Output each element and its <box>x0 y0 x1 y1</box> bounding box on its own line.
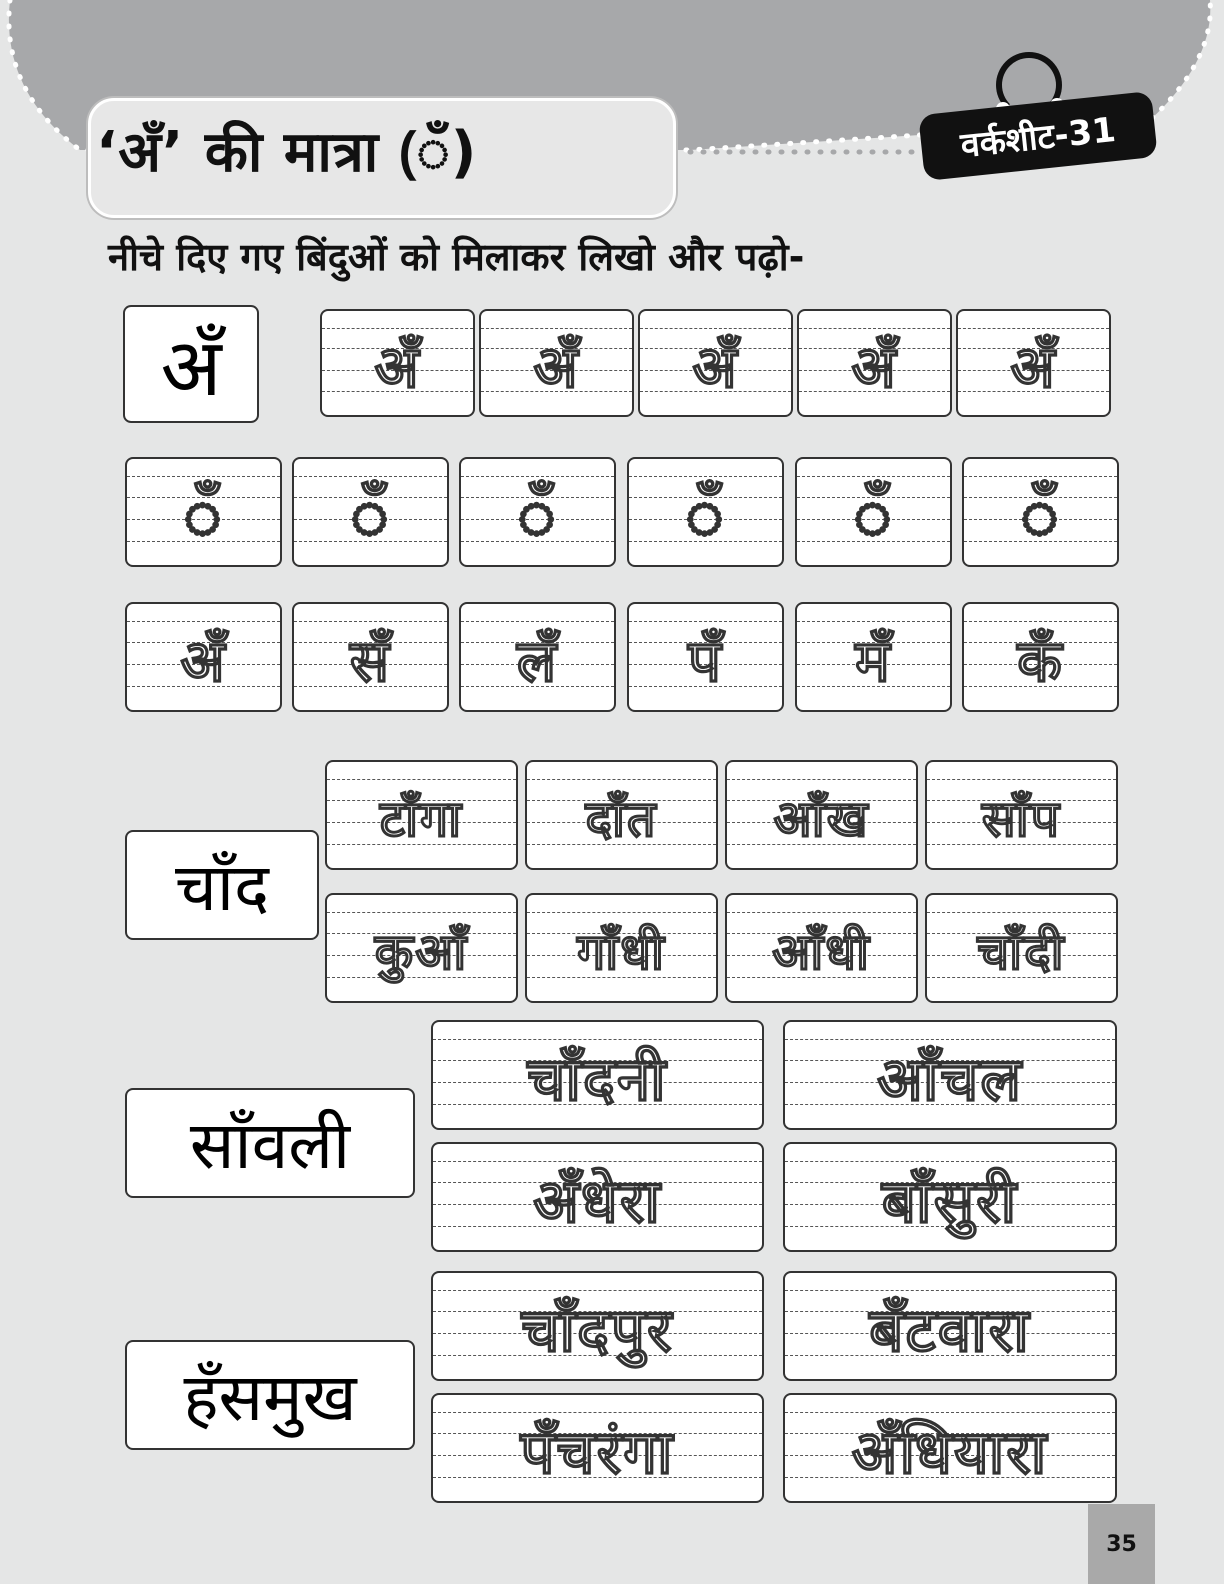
word-card-label: साँवली <box>189 1107 351 1184</box>
tracing-box[interactable] <box>431 1271 764 1381</box>
tracing-box[interactable] <box>725 760 918 870</box>
tracing-box[interactable] <box>795 602 952 712</box>
trace-text: पँ <box>688 627 723 696</box>
trace-text: पँचरंगा <box>520 1417 675 1488</box>
tracing-box[interactable] <box>459 602 616 712</box>
trace-text: आँख <box>773 789 870 848</box>
trace-text: टाँगा <box>379 789 464 848</box>
trace-text: बँटवारा <box>869 1295 1031 1366</box>
trace-text: अँ <box>374 333 421 402</box>
page-number: 35 <box>1088 1504 1155 1584</box>
tracing-box[interactable] <box>479 309 634 417</box>
word-card <box>125 1340 415 1450</box>
trace-text: बाँसुरी <box>881 1166 1019 1237</box>
trace-text: ँ <box>350 480 391 555</box>
trace-text: आँचल <box>876 1044 1024 1115</box>
trace-text: अँ <box>533 333 580 402</box>
instruction-text: नीचे दिए गए बिंदुओं को मिलाकर लिखो और पढ़ो- <box>108 235 805 279</box>
tracing-box[interactable] <box>325 893 518 1003</box>
tracing-box[interactable] <box>795 457 952 567</box>
trace-text: कुआँ <box>374 922 469 981</box>
trace-text: ँ <box>1020 480 1061 555</box>
trace-text: सँ <box>349 627 392 696</box>
tracing-box[interactable] <box>783 1271 1117 1381</box>
trace-text: चाँदपुर <box>521 1295 674 1366</box>
trace-text: ँ <box>183 480 224 555</box>
trace-text: अँधेरा <box>533 1166 662 1237</box>
tracing-box[interactable] <box>431 1393 764 1503</box>
tracing-box[interactable] <box>962 457 1119 567</box>
trace-text: ँ <box>853 480 894 555</box>
tracing-box[interactable] <box>525 760 718 870</box>
trace-text: ँ <box>517 480 558 555</box>
tracing-box[interactable] <box>125 457 282 567</box>
tracing-box[interactable] <box>292 602 449 712</box>
tracing-box[interactable] <box>725 893 918 1003</box>
tracing-box[interactable] <box>125 602 282 712</box>
tracing-box[interactable] <box>797 309 952 417</box>
tracing-box[interactable] <box>925 893 1118 1003</box>
trace-text: अँ <box>692 333 739 402</box>
trace-text: ँ <box>685 480 726 555</box>
tracing-box[interactable] <box>783 1393 1117 1503</box>
trace-text: मँ <box>855 627 892 696</box>
trace-text: गाँधी <box>577 922 666 981</box>
trace-text: दाँत <box>585 789 658 848</box>
tracing-box[interactable] <box>320 309 475 417</box>
trace-text: कँ <box>1017 627 1064 696</box>
tracing-box[interactable] <box>956 309 1111 417</box>
word-card-label: चाँद <box>174 849 270 926</box>
tracing-box[interactable] <box>459 457 616 567</box>
letter-card-label: अँ <box>160 320 222 414</box>
trace-text: चाँदनी <box>527 1044 668 1115</box>
letter-card <box>123 305 259 423</box>
tracing-box[interactable] <box>525 893 718 1003</box>
trace-text: आँधी <box>772 922 871 981</box>
trace-text: अँ <box>851 333 898 402</box>
tracing-box[interactable] <box>962 602 1119 712</box>
word-card <box>125 1088 415 1198</box>
tracing-box[interactable] <box>783 1142 1117 1252</box>
word-card <box>125 830 319 940</box>
tracing-box[interactable] <box>925 760 1118 870</box>
word-card-label: हँसमुख <box>183 1359 357 1436</box>
worksheet-badge: वर्कशीट-31 <box>918 91 1158 181</box>
trace-text: अँ <box>180 627 227 696</box>
tracing-box[interactable] <box>325 760 518 870</box>
tracing-box[interactable] <box>783 1020 1117 1130</box>
trace-text: चाँदी <box>977 922 1066 981</box>
tracing-box[interactable] <box>431 1142 764 1252</box>
tracing-box[interactable] <box>431 1020 764 1130</box>
trace-text: साँप <box>981 789 1062 848</box>
tracing-box[interactable] <box>292 457 449 567</box>
trace-text: लँ <box>516 627 559 696</box>
trace-text: अँधियारा <box>851 1417 1049 1488</box>
tracing-box[interactable] <box>627 602 784 712</box>
page-title: ‘अँ’ की मात्रा (ँ) <box>96 120 478 185</box>
tracing-box[interactable] <box>627 457 784 567</box>
trace-text: अँ <box>1010 333 1057 402</box>
tracing-box[interactable] <box>638 309 793 417</box>
